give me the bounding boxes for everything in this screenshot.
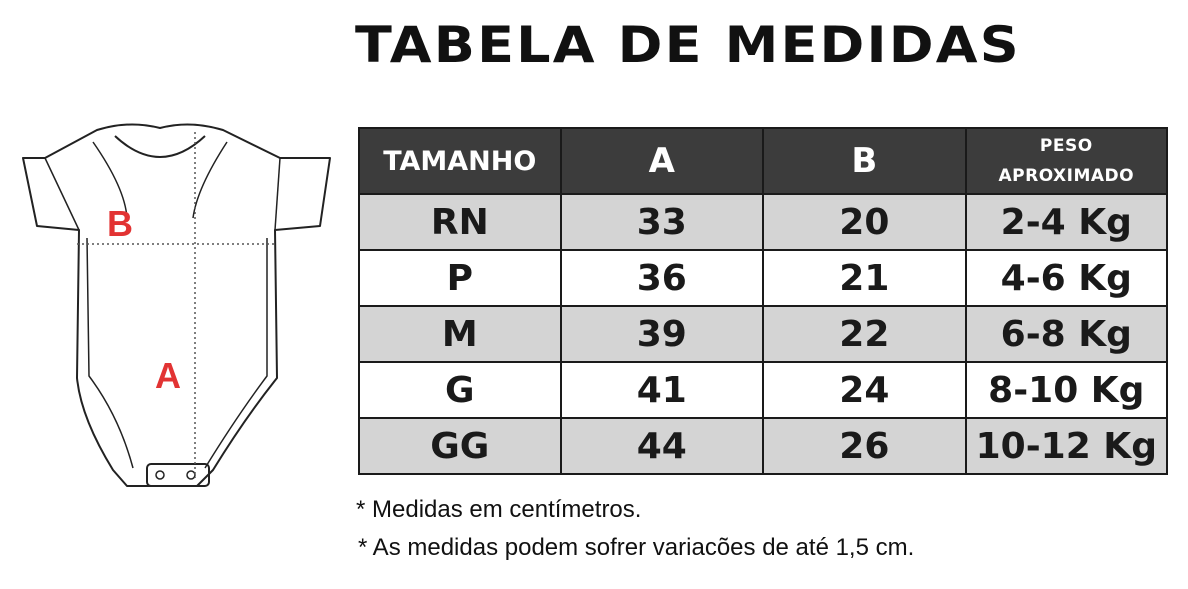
table-row	[359, 194, 1167, 250]
bodysuit-outline	[23, 124, 330, 486]
cell-b: 26	[763, 418, 966, 474]
cell-a: 36	[561, 250, 764, 306]
bodysuit-inner-stitch	[87, 238, 267, 468]
cell-a: 33	[561, 194, 764, 250]
cell-b: 22	[763, 306, 966, 362]
footnote-units: * Medidas em centímetros.	[356, 496, 642, 523]
table-row	[359, 418, 1167, 474]
cell-size: GG	[359, 418, 561, 474]
header-size: TAMANHO	[359, 128, 561, 194]
cell-weight: 4-6 Kg	[966, 250, 1167, 306]
cell-a: 39	[561, 306, 764, 362]
cell-size: RN	[359, 194, 561, 250]
header-a: A	[561, 128, 764, 194]
footnotes	[356, 492, 914, 566]
measure-label-a: A	[155, 355, 181, 396]
table-row	[359, 362, 1167, 418]
size-table	[358, 127, 1168, 475]
cell-weight: 8-10 Kg	[966, 362, 1167, 418]
cell-a: 41	[561, 362, 764, 418]
cell-b: 24	[763, 362, 966, 418]
cell-weight: 2-4 Kg	[966, 194, 1167, 250]
bodysuit-neckline	[115, 136, 205, 157]
cell-b: 21	[763, 250, 966, 306]
header-weight-line1: PESO	[1039, 136, 1093, 156]
header-weight-line2: APROXIMADO	[998, 166, 1135, 186]
cell-weight: 10-12 Kg	[966, 418, 1167, 474]
footnote-variation: * As medidas podem sofrer variacões de até 1,5 cm.	[358, 534, 915, 561]
bodysuit-snap	[187, 471, 195, 479]
measure-label-b: B	[107, 203, 133, 244]
baby-bodysuit-icon	[15, 118, 345, 498]
cell-a: 44	[561, 418, 764, 474]
header-b: B	[763, 128, 966, 194]
cell-size: P	[359, 250, 561, 306]
table-row	[359, 306, 1167, 362]
cell-weight: 6-8 Kg	[966, 306, 1167, 362]
bodysuit-right-sleeve-seam	[275, 158, 280, 230]
page-title: TABELA DE MEDIDAS	[355, 16, 1021, 74]
cell-b: 20	[763, 194, 966, 250]
bodysuit-left-sleeve-seam	[45, 158, 79, 230]
bodysuit-snap	[156, 471, 164, 479]
cell-size: M	[359, 306, 561, 362]
header-weight	[966, 128, 1167, 194]
table-header-row	[359, 128, 1167, 194]
cell-size: G	[359, 362, 561, 418]
table-row	[359, 250, 1167, 306]
